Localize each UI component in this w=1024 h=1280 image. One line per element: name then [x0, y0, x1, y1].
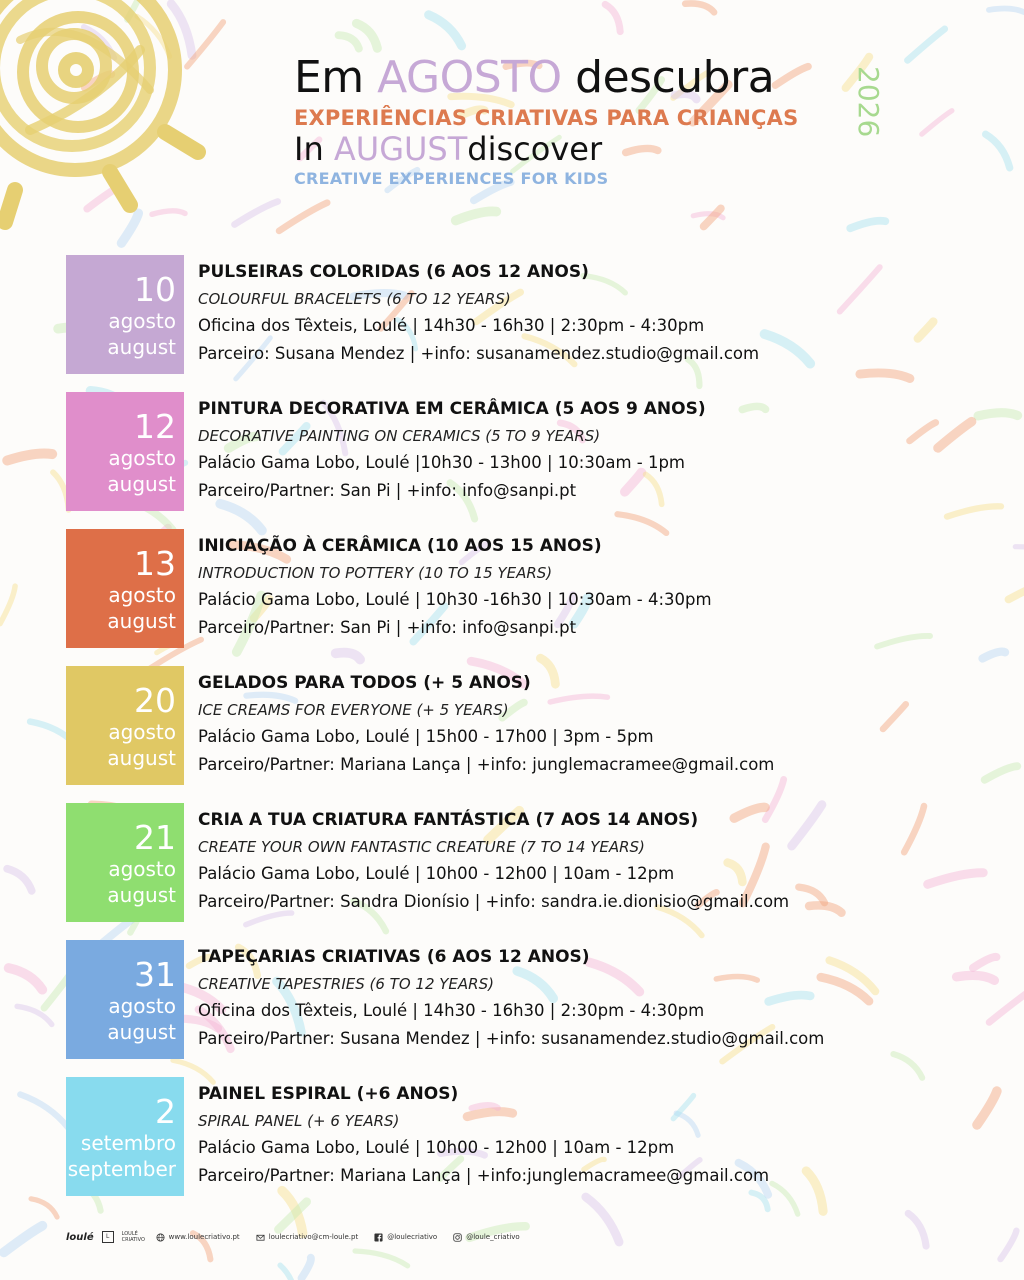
crayon-stroke — [456, 211, 497, 220]
website-link[interactable]: www.loulecriativo.pt — [168, 1233, 240, 1241]
event-month-pt: agosto — [108, 309, 176, 333]
event-location-time: Oficina dos Têxteis, Loulé | 14h30 - 16h30 | 2:30pm - 4:30pm — [198, 316, 705, 335]
event-title-pt: PINTURA DECORATIVA EM CERÂMICA (5 AOS 9 ANOS) — [198, 399, 706, 419]
crayon-stroke — [1009, 576, 1024, 600]
event-date-badge — [66, 940, 184, 1059]
crayon-stroke — [978, 413, 1018, 416]
event-month-pt: agosto — [108, 994, 176, 1018]
title-en: In AUGUSTdiscover — [294, 130, 603, 168]
event-day: 12 — [134, 407, 176, 446]
event-title-pt: INICIAÇÃO À CERÂMICA (10 AOS 15 ANOS) — [198, 536, 602, 556]
event-day: 21 — [134, 818, 176, 857]
event-info — [198, 261, 759, 365]
event-title-pt: PULSEIRAS COLORIDAS (6 AOS 12 ANOS) — [198, 262, 589, 282]
crayon-stroke — [985, 766, 1018, 780]
event-month-pt: setembro — [80, 1131, 176, 1155]
crayon-stroke — [977, 1091, 997, 1125]
event-item — [66, 1077, 966, 1214]
sun-illustration — [0, 0, 220, 240]
event-title-en: COLOURFUL BRACELETS (6 TO 12 YEARS) — [198, 290, 511, 308]
event-month-pt: agosto — [108, 720, 176, 744]
event-month-en: august — [107, 609, 176, 633]
event-day: 31 — [134, 955, 176, 994]
crayon-stroke — [983, 652, 1006, 659]
mail-icon — [256, 1233, 265, 1242]
event-title-en: ICE CREAMS FOR EVERYONE (+ 5 YEARS) — [198, 701, 509, 719]
event-month-pt: agosto — [108, 857, 176, 881]
event-partner-contact: Parceiro/Partner: San Pi | +info: info@sanpi.pt — [198, 481, 577, 500]
event-day: 2 — [155, 1092, 176, 1131]
crayon-stroke — [908, 29, 945, 60]
event-info — [198, 535, 712, 639]
event-title-pt: TAPEÇARIAS CRIATIVAS (6 AOS 12 ANOS) — [198, 947, 590, 967]
event-item — [66, 529, 966, 666]
crayon-stroke — [973, 957, 996, 968]
event-partner-contact: Parceiro/Partner: San Pi | +info: info@sanpi.pt — [198, 618, 577, 637]
event-item — [66, 392, 966, 529]
crayon-stroke — [280, 1265, 297, 1280]
event-partner-contact: Parceiro/Partner: Susana Mendez | +info: susanamendez.studio@gmail.com — [198, 1029, 825, 1048]
event-partner-contact: Parceiro/Partner: Mariana Lança | +info:junglemacramee@gmail.com — [198, 1166, 770, 1185]
crayon-stroke — [9, 968, 43, 990]
header — [294, 52, 798, 190]
loule-logo: loulé — [66, 1231, 94, 1243]
event-partner-contact: Parceiro/Partner: Sandra Dionísio | +info: sandra.ie.dionisio@gmail.com — [198, 892, 790, 911]
event-location-time: Palácio Gama Lobo, Loulé |10h30 - 13h00 | 10:30am - 1pm — [198, 453, 685, 472]
event-month-en: august — [107, 1020, 176, 1044]
crayon-stroke — [235, 202, 278, 225]
event-date-badge — [66, 803, 184, 922]
event-title-pt: CRIA A TUA CRIATURA FANTÁSTICA (7 AOS 14 ANOS) — [198, 810, 699, 830]
crayon-stroke — [20, 1094, 68, 1127]
subtitle-pt: EXPERIÊNCIAS CRIATIVAS PARA CRIANÇAS — [294, 106, 799, 130]
crayon-stroke — [0, 586, 15, 624]
event-title-pt: GELADOS PARA TODOS (+ 5 ANOS) — [198, 673, 531, 693]
crayon-stroke — [850, 221, 885, 229]
event-date-badge — [66, 392, 184, 511]
event-location-time: Palácio Gama Lobo, Loulé | 10h00 - 12h00 | 10am - 12pm — [198, 864, 675, 883]
event-day: 13 — [134, 544, 176, 583]
event-day: 20 — [134, 681, 176, 720]
event-item — [66, 255, 966, 392]
crayon-stroke — [1001, 1231, 1017, 1259]
crayon-stroke — [605, 4, 620, 31]
crayon-stroke — [279, 203, 327, 231]
loule-criativo-logo-icon: L — [102, 1231, 114, 1243]
event-item — [66, 940, 966, 1077]
event-location-time: Palácio Gama Lobo, Loulé | 10h00 - 12h00 | 10am - 12pm — [198, 1138, 675, 1157]
crayon-stroke — [986, 134, 1010, 168]
crayon-stroke — [7, 869, 32, 891]
loule-criativo-logo-text: LOULÉ CRIATIVO — [121, 1231, 145, 1243]
instagram-link[interactable]: @loule_criativo — [466, 1233, 520, 1241]
event-info — [198, 672, 774, 776]
event-item — [66, 803, 966, 940]
event-location-time: Palácio Gama Lobo, Loulé | 10h30 -16h30 | 10:30am - 4:30pm — [198, 590, 712, 609]
event-location-time: Oficina dos Têxteis, Loulé | 14h30 - 16h30 | 2:30pm - 4:30pm — [198, 1001, 705, 1020]
event-location-time: Palácio Gama Lobo, Loulé | 15h00 - 17h00 | 3pm - 5pm — [198, 727, 654, 746]
crayon-stroke — [685, 3, 714, 12]
event-month-en: august — [107, 472, 176, 496]
event-info — [198, 809, 789, 913]
globe-icon — [156, 1233, 165, 1242]
crayon-stroke — [922, 111, 952, 135]
crayon-stroke — [7, 453, 52, 460]
event-title-en: INTRODUCTION TO POTTERY (10 TO 15 YEARS) — [198, 564, 553, 582]
event-title-pt: PAINEL ESPIRAL (+6 ANOS) — [198, 1084, 459, 1104]
event-date-badge — [66, 529, 184, 648]
title-pt: Em AGOSTO descubra — [294, 52, 775, 103]
event-info — [198, 398, 706, 502]
crayon-stroke — [429, 15, 462, 46]
crayon-stroke — [339, 35, 359, 48]
event-info — [198, 946, 824, 1050]
crayon-stroke — [355, 1251, 408, 1266]
event-title-en: DECORATIVE PAINTING ON CERAMICS (5 TO 9 YEARS) — [198, 427, 601, 445]
instagram-icon — [453, 1233, 462, 1242]
event-partner-contact: Parceiro: Susana Mendez | +info: susanamendez.studio@gmail.com — [198, 344, 760, 363]
event-month-en: september — [67, 1157, 176, 1181]
crayon-stroke — [989, 9, 1024, 14]
event-date-badge — [66, 1077, 184, 1196]
event-month-pt: agosto — [108, 583, 176, 607]
facebook-link[interactable]: @loulecriativo — [387, 1233, 438, 1241]
event-date-badge — [66, 666, 184, 785]
event-title-en: SPIRAL PANEL (+ 6 YEARS) — [198, 1112, 400, 1130]
event-month-en: august — [107, 883, 176, 907]
crayon-stroke — [1015, 547, 1024, 559]
subtitle-en: CREATIVE EXPERIENCES FOR KIDS — [294, 169, 609, 188]
event-title-en: CREATE YOUR OWN FANTASTIC CREATURE (7 TO 14 YEARS) — [198, 838, 645, 856]
event-partner-contact: Parceiro/Partner: Mariana Lança | +info: junglemacramee@gmail.com — [198, 755, 775, 774]
event-info — [198, 1083, 769, 1187]
crayon-stroke — [989, 986, 1024, 1022]
email-link[interactable]: loulecriativo@cm-loule.pt — [268, 1233, 359, 1241]
event-month-pt: agosto — [108, 446, 176, 470]
crayon-stroke — [31, 1199, 57, 1217]
crayon-stroke — [908, 1213, 926, 1246]
event-list — [66, 255, 966, 1214]
crayon-stroke — [4, 1226, 43, 1253]
event-month-en: august — [107, 746, 176, 770]
event-item — [66, 666, 966, 803]
facebook-icon — [374, 1233, 383, 1242]
crayon-stroke — [302, 1258, 311, 1279]
event-month-en: august — [107, 335, 176, 359]
year-label: 2026 — [852, 66, 885, 138]
footer — [66, 1229, 520, 1245]
event-date-badge — [66, 255, 184, 374]
event-title-en: CREATIVE TAPESTRIES (6 TO 12 YEARS) — [198, 975, 494, 993]
event-day: 10 — [134, 270, 176, 309]
